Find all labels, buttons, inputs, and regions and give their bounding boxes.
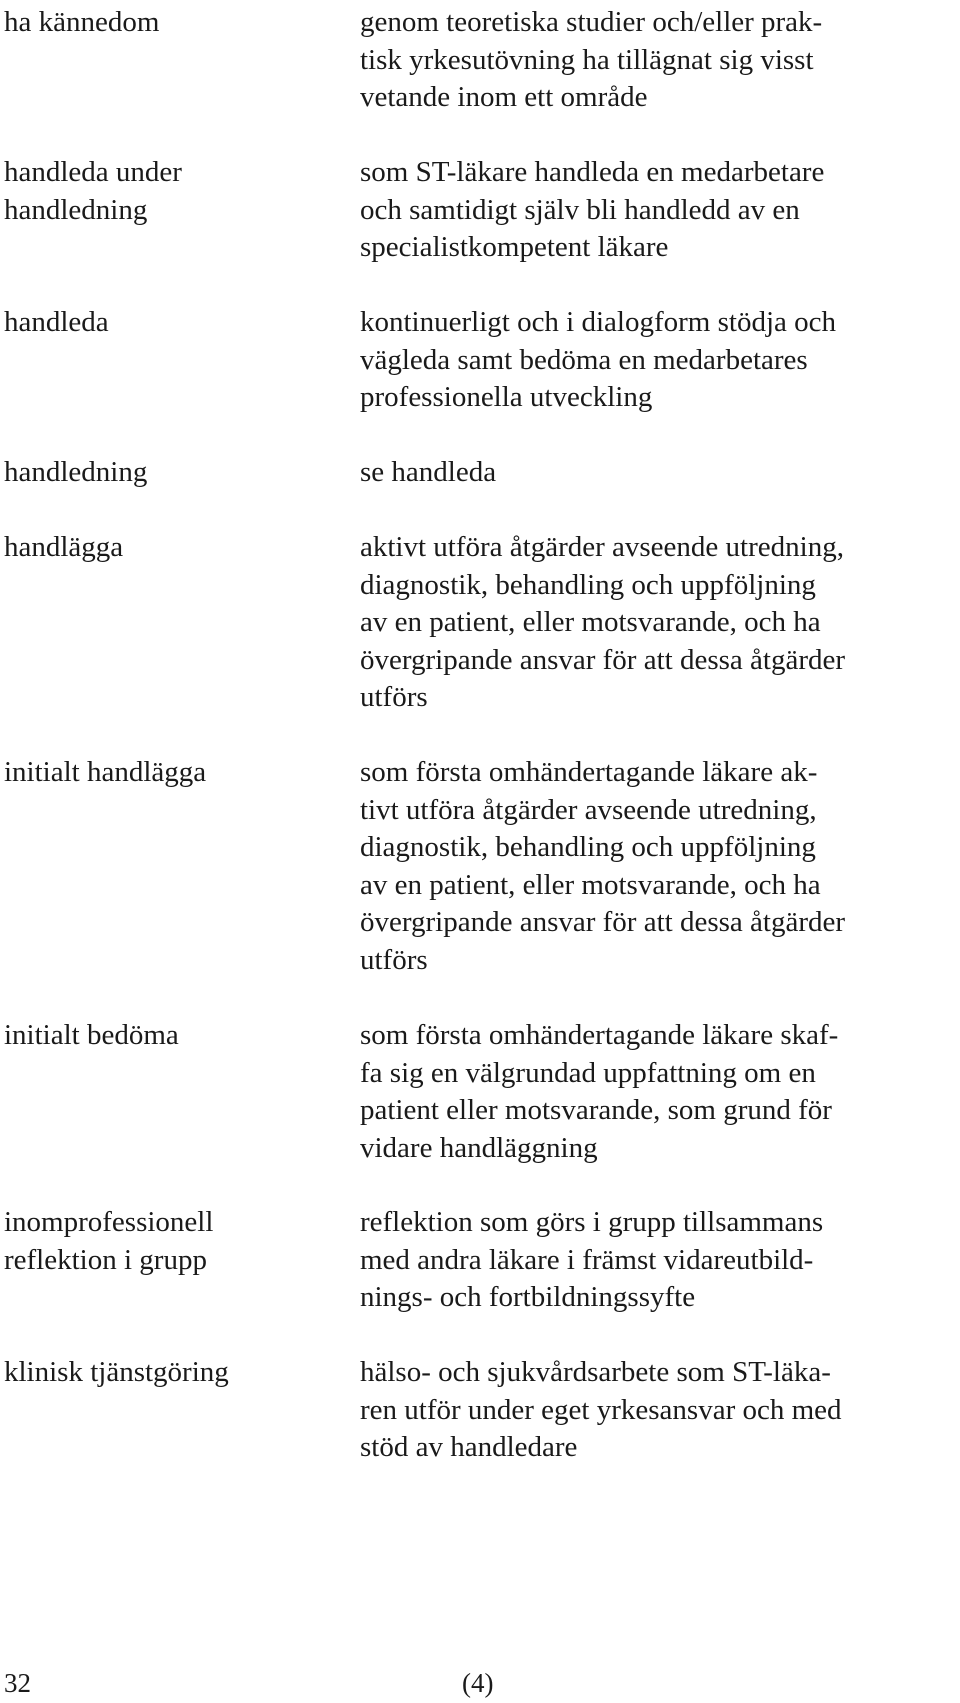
glossary-definition — [360, 4, 960, 117]
term-line: handleda under — [4, 156, 182, 188]
glossary-definition — [360, 1017, 960, 1167]
definition-line: se handleda — [360, 456, 497, 488]
definition-line: som första omhändertagande läkare skaf- — [360, 1019, 839, 1051]
definition-line: ren utför under eget yrkesansvar och med — [360, 1393, 842, 1426]
definition-line: tivt utföra åtgärder avseende utredning, — [360, 793, 817, 826]
definition-line: vetande inom ett område — [360, 81, 648, 113]
glossary-definition — [360, 754, 960, 979]
glossary-term — [4, 1354, 324, 1392]
definition-line: utförs — [360, 681, 428, 713]
definition-line: av en patient, eller motsvarande, och ha — [360, 868, 821, 901]
definition-line: reflektion som görs i grupp tillsammans — [360, 1206, 824, 1238]
glossary-definition — [360, 454, 960, 492]
glossary-term — [4, 529, 324, 567]
definition-line: av en patient, eller motsvarande, och ha — [360, 606, 821, 638]
definition-line: kontinuerligt och i dialogform stödja och — [360, 306, 836, 338]
definition-line: övergripande ansvar för att dessa åtgärder — [360, 643, 845, 676]
definition-line: genom teoretiska studier och/eller prak- — [360, 6, 823, 38]
definition-line: fa sig en välgrundad uppfattning om en — [360, 1056, 816, 1089]
definition-line: tisk yrkesutövning ha tillägnat sig visst — [360, 43, 814, 76]
chapter-number: (4) — [462, 1668, 494, 1698]
term-line: klinisk tjänstgöring — [4, 1356, 229, 1388]
definition-line: utförs — [360, 943, 428, 976]
term-line: ha kännedom — [4, 6, 160, 38]
term-line: handlägga — [4, 531, 124, 563]
term-line: initialt handlägga — [4, 756, 207, 788]
term-line: initialt bedöma — [4, 1019, 179, 1051]
definition-line: som första omhändertagande läkare ak- — [360, 756, 818, 788]
term-line: handledning — [4, 193, 148, 226]
glossary-definition — [360, 1204, 960, 1317]
definition-line: och samtidigt själv bli handledd av en — [360, 193, 800, 226]
glossary-term — [4, 754, 324, 792]
glossary-definition — [360, 1354, 960, 1467]
definition-line: övergripande ansvar för att dessa åtgärder — [360, 906, 845, 938]
glossary-definition — [360, 304, 960, 417]
term-line: inomprofessionell — [4, 1206, 214, 1238]
glossary-term — [4, 304, 324, 342]
definition-line: stöd av handledare — [360, 1431, 578, 1463]
definition-line: nings- och fortbildningssyfte — [360, 1281, 696, 1313]
glossary-term — [4, 1204, 324, 1279]
term-line: reflektion i grupp — [4, 1243, 207, 1276]
definition-line: vägleda samt bedöma en medarbetares — [360, 343, 808, 376]
glossary-term — [4, 4, 324, 42]
glossary-term — [4, 454, 324, 492]
term-line: handleda — [4, 306, 109, 338]
glossary-definition — [360, 529, 960, 717]
definition-line: med andra läkare i främst vidareutbild- — [360, 1243, 814, 1276]
definition-line: som ST-läkare handleda en medarbetare — [360, 156, 825, 188]
definition-line: professionella utveckling — [360, 381, 653, 413]
definition-line: patient eller motsvarande, som grund för — [360, 1094, 832, 1126]
definition-line: vidare handläggning — [360, 1131, 598, 1164]
definition-line: diagnostik, behandling och uppföljning — [360, 568, 816, 601]
glossary-term — [4, 154, 324, 229]
definition-line: hälso- och sjukvårdsarbete som ST-läka- — [360, 1356, 831, 1388]
definition-line: diagnostik, behandling och uppföljning — [360, 831, 816, 863]
term-line: handledning — [4, 456, 148, 488]
page-number: 32 — [4, 1668, 31, 1698]
glossary-definition — [360, 154, 960, 267]
definition-line: specialistkompetent läkare — [360, 231, 669, 263]
definition-line: aktivt utföra åtgärder avseende utredning, — [360, 531, 844, 563]
glossary-term — [4, 1017, 324, 1055]
